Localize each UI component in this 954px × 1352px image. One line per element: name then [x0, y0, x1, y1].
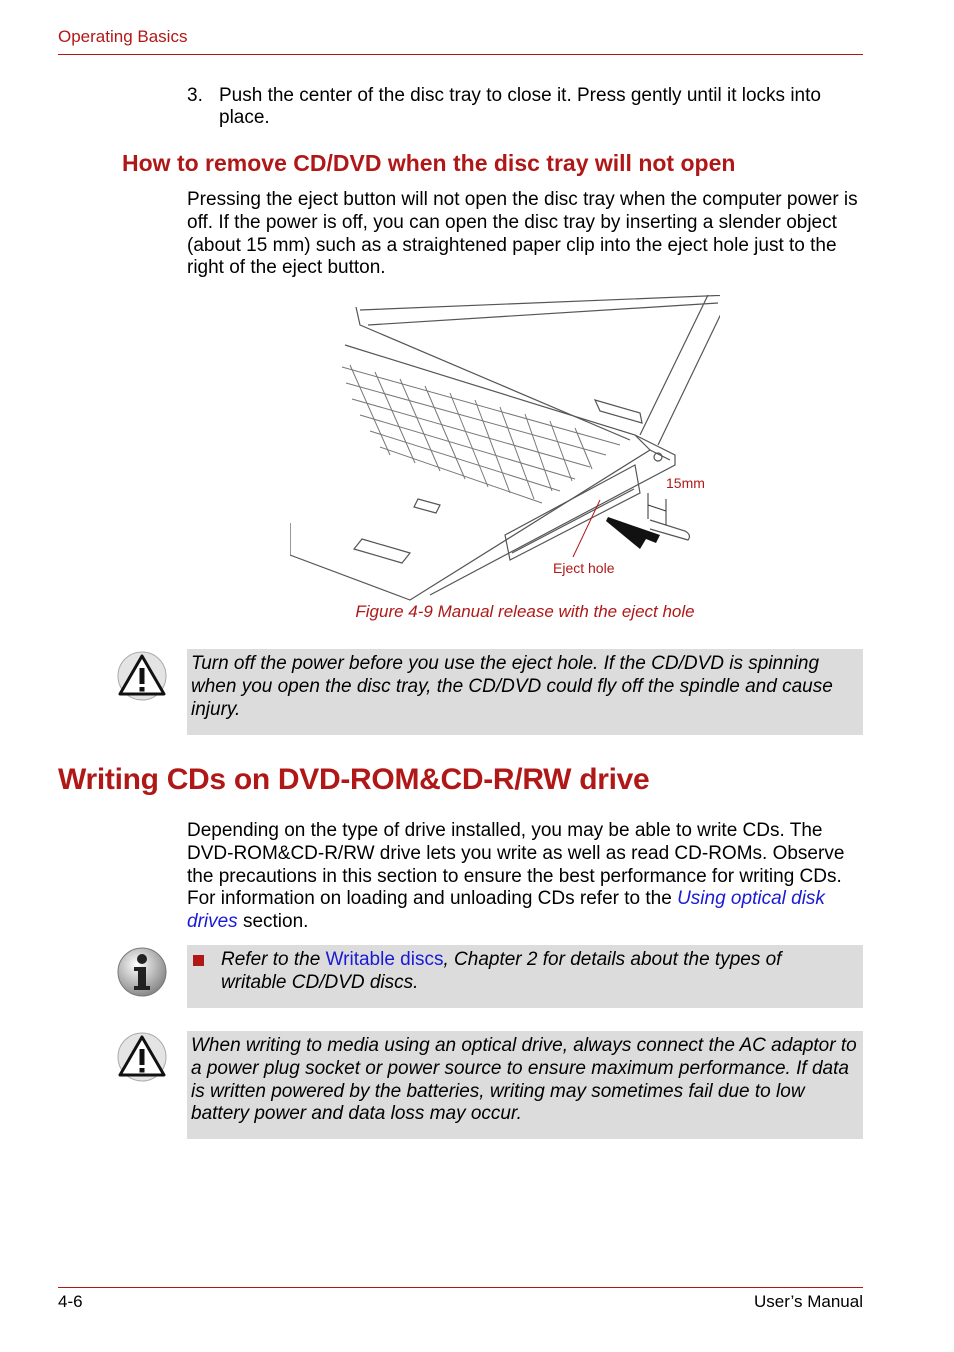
- label-15mm: 15mm: [666, 475, 705, 491]
- paragraph-writing-cds: [187, 820, 863, 934]
- step-text: Push the center of the disc tray to close it. Press gently until it locks into place.: [219, 85, 821, 128]
- footer-rule: [58, 1287, 863, 1288]
- link-using-optical-disk-drives[interactable]: Using optical disk drives: [187, 888, 825, 933]
- header-rule: [58, 54, 863, 55]
- bullet-square: [193, 955, 204, 966]
- heading-writing-cds: Writing CDs on DVD-ROM&CD-R/RW drive: [58, 763, 650, 796]
- caution-box-eject: [187, 649, 863, 735]
- running-header: Operating Basics: [58, 27, 188, 46]
- paragraph-writing-text: Depending on the type of drive installed, you may be able to write CDs. The DVD-ROM&CD-R/RW drive lets you write as well as read CD-ROMs. Observe the precautions in this section to ensure the best performance for writing CDs. For information on loading and unloading CDs refer to the: [187, 820, 845, 910]
- label-eject-hole: Eject hole: [553, 560, 615, 576]
- warning-triangle-icon: [116, 1031, 168, 1083]
- page-number: 4-6: [58, 1292, 83, 1311]
- step-number: 3.: [187, 85, 203, 106]
- laptop-eject-figure: [290, 295, 720, 605]
- note-suffix: , Chapter 2 for details about the types of writable CD/DVD discs.: [221, 949, 782, 993]
- info-icon: [116, 946, 168, 998]
- note-box-writable: [187, 945, 863, 1008]
- caution-box-writing: [187, 1031, 863, 1139]
- warning-triangle-icon: [116, 650, 168, 702]
- note-prefix: Refer to the: [221, 949, 326, 970]
- heading-remove-disc: How to remove CD/DVD when the disc tray will not open: [122, 150, 736, 176]
- link-writable-discs[interactable]: Writable discs: [325, 949, 444, 970]
- caution-text-eject: Turn off the power before you use the eject hole. If the CD/DVD is spinning when you open the disc tray, the CD/DVD could fly off the spindle and cause injury.: [191, 653, 833, 720]
- manual-title: User’s Manual: [754, 1292, 863, 1311]
- note-text-writable: [221, 949, 851, 995]
- figure-caption: Figure 4-9 Manual release with the eject hole: [355, 602, 695, 621]
- paragraph-remove-disc: Pressing the eject button will not open the disc tray when the computer power is off. If the power is off, you can open the disc tray by inserting a slender object (about 15 mm) such as a straightened paper clip into the eject hole just to the right of the eject button.: [187, 189, 858, 279]
- paragraph-writing-end: section.: [237, 911, 309, 933]
- caution-text-writing: When writing to media using an optical drive, always connect the AC adaptor to a power plug socket or power source to ensure maximum performance. If data is written powered by the batteries, writing may sometimes fail due to low battery power and data loss may occur.: [191, 1035, 857, 1125]
